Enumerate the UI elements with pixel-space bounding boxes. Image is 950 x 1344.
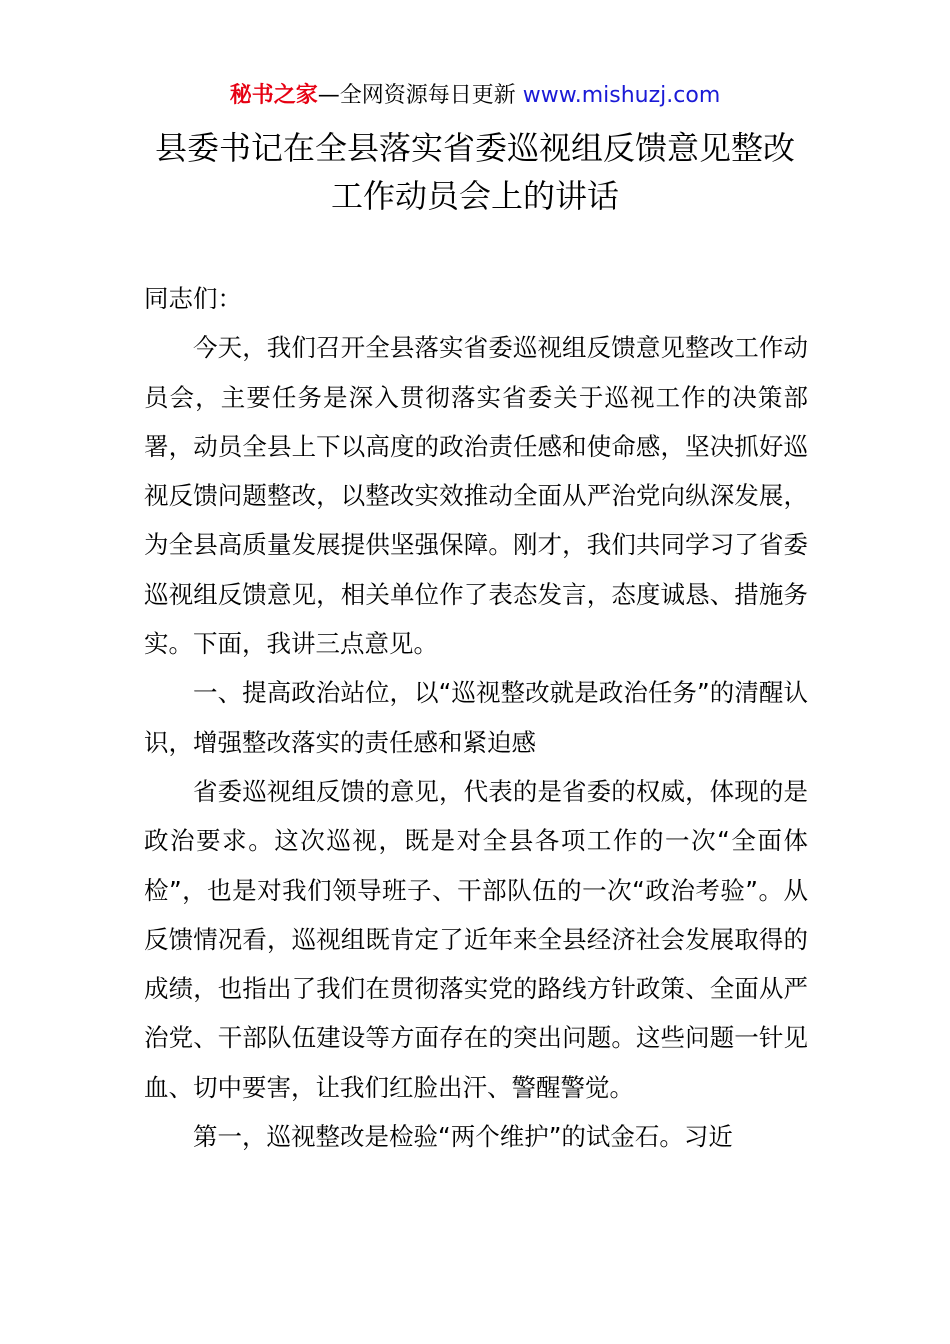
site-header bbox=[0, 80, 950, 112]
title-line-2: 工作动员会上的讲话 bbox=[330, 177, 619, 215]
section-heading-1: 一、提高政治站位，以“巡视整改就是政治任务”的清醒认识，增强整改落实的责任感和紧迫感 bbox=[144, 678, 808, 757]
paragraph-intro: 今天，我们召开全县落实省委巡视组反馈意见整改工作动员会，主要任务是深入贯彻落实省委关于巡视工作的决策部署，动员全县上下以高度的政治责任感和使命感，坚决抓好巡视反馈问题整改，以整改实效推动全面从严治党向纵深发展，为全县高质量发展提供坚强保障。刚才，我们共同学习了省委巡视组反馈意见，相关单位作了表态发言，态度诚恳、措施务实。下面，我讲三点意见。 bbox=[144, 333, 808, 659]
document-title bbox=[100, 124, 850, 220]
site-url-link[interactable]: www.mishuzj.com bbox=[522, 83, 721, 108]
paragraph-section-1: 省委巡视组反馈的意见，代表的是省委的权威，体现的是政治要求。这次巡视，既是对全县各项工作的一次“全面体检”，也是对我们领导班子、干部队伍的一次“政治考验”。从反馈情况看，巡视组既肯定了近年来全县经济社会发展取得的成绩，也指出了我们在贯彻落实党的路线方针政策、全面从严治党、干部队伍建设等方面存在的突出问题。这些问题一针见血、切中要害，让我们红脸出汗、警醒警觉。 bbox=[144, 776, 808, 1102]
document-body bbox=[144, 274, 808, 1161]
greeting: 同志们： bbox=[144, 284, 242, 313]
title-line-1: 县委书记在全县落实省委巡视组反馈意见整改 bbox=[154, 129, 795, 167]
paragraph-point-1: 第一，巡视整改是检验“两个维护”的试金石。习近 bbox=[193, 1122, 733, 1152]
brand-name: 秘书之家 bbox=[229, 83, 318, 108]
header-tagline: —全网资源每日更新 bbox=[317, 83, 523, 108]
